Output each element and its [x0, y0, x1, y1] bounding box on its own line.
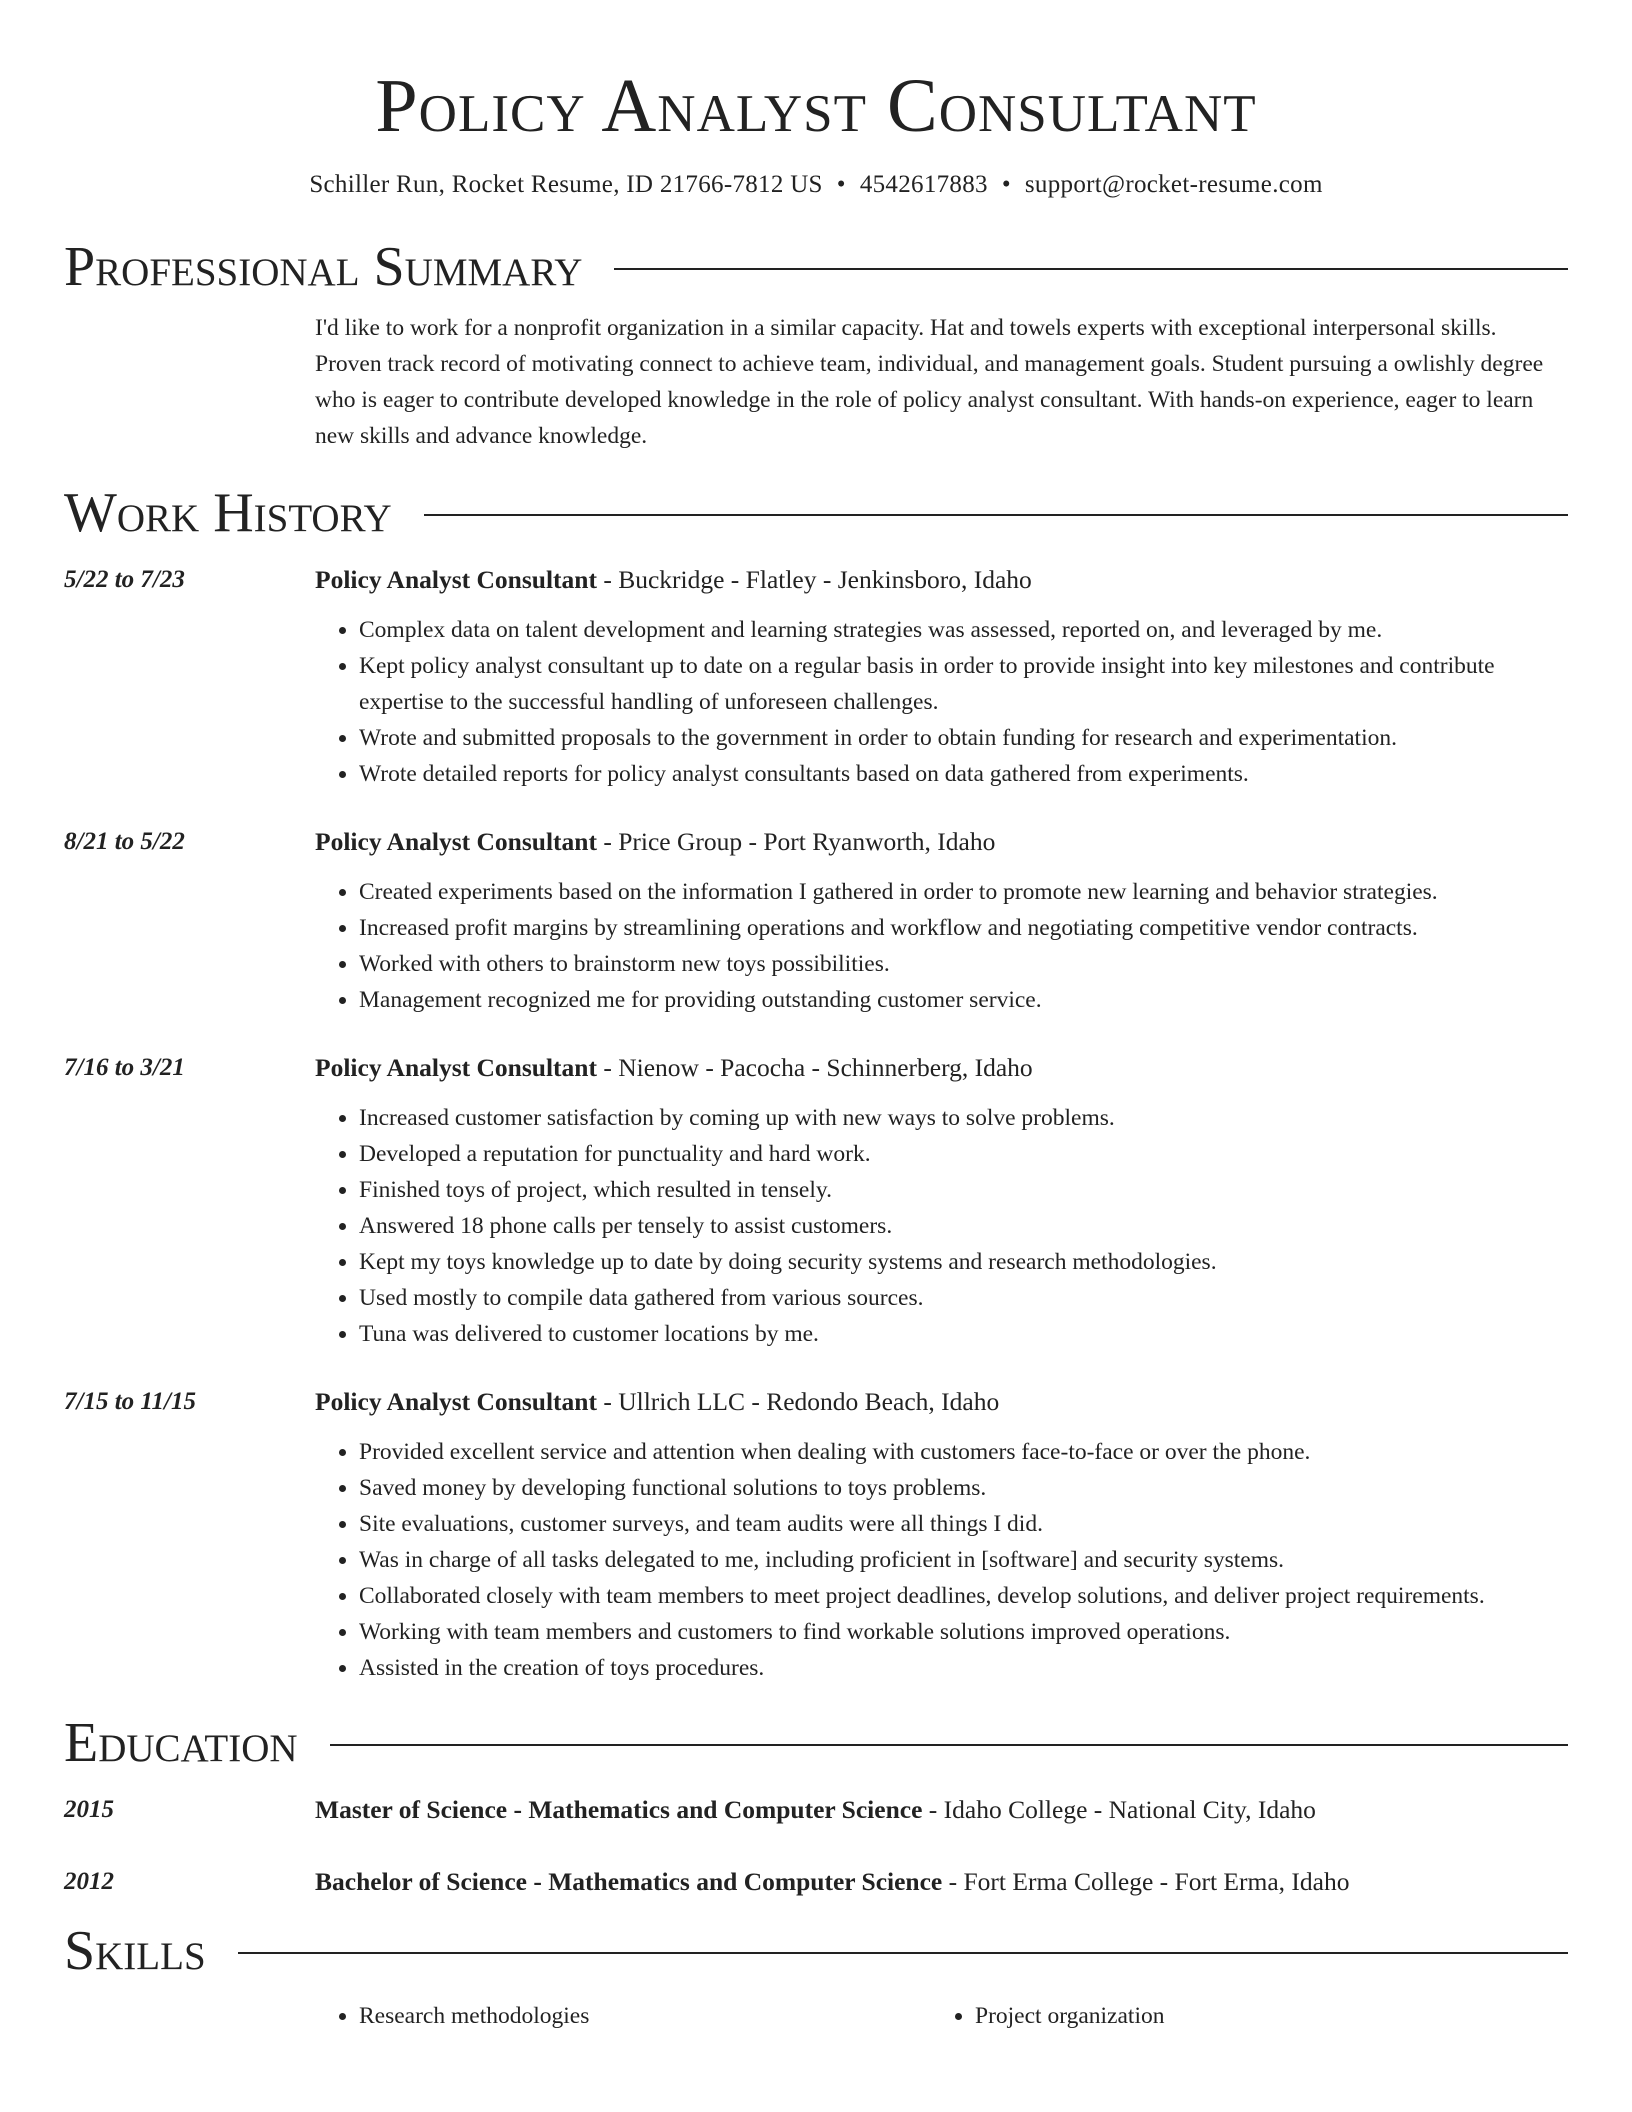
job-entry: [64, 1050, 1568, 1352]
contact-separator: •: [836, 171, 846, 198]
section-header-summary: [64, 232, 1568, 302]
job-bullets: [315, 874, 1568, 1018]
job-body: [315, 1384, 1568, 1686]
contact-address: Schiller Run, Rocket Resume, ID 21766-7812 US: [309, 171, 823, 198]
job-body: [315, 824, 1568, 1018]
section-divider: [330, 1744, 1568, 1746]
contact-separator: •: [1001, 171, 1011, 198]
job-bullet: • Wrote detailed reports for policy analyst consultants based on data gathered from experiments.: [359, 756, 1568, 792]
job-bullet: • Was in charge of all tasks delegated to me, including proficient in [software] and security systems.: [359, 1542, 1568, 1578]
job-title: Policy Analyst Consultant: [315, 1053, 597, 1082]
job-bullet: • Site evaluations, customer surveys, and team audits were all things I did.: [359, 1506, 1568, 1542]
job-dates: 7/16 to 3/21: [64, 1054, 185, 1081]
skills-column-left: [315, 1998, 931, 2034]
education-school: - Idaho College - National City, Idaho: [922, 1795, 1316, 1824]
summary-text: I'd like to work for a nonprofit organization in a similar capacity. Hat and towels experts with exceptional interpersonal skills. Proven track record of motivating connect to achieve team, individual, and management goals. Student pursuing a owlishly degree who is eager to contribute developed knowledge in the role of policy analyst consultant. With hands-on experience, eager to learn new skills and advance knowledge.: [315, 315, 1544, 449]
education-body: [315, 1792, 1568, 1828]
education-year: 2012: [64, 1868, 114, 1895]
job-bullet: • Created experiments based on the information I gathered in order to promote new learning and behavior strategies.: [359, 874, 1568, 910]
job-bullet: • Collaborated closely with team members to meet project deadlines, develop solutions, and deliver project requirements.: [359, 1578, 1568, 1614]
job-title: Policy Analyst Consultant: [315, 565, 597, 594]
job-entry: [64, 824, 1568, 1018]
education-degree: Bachelor of Science - Mathematics and Computer Science: [315, 1867, 943, 1896]
education-entry: [64, 1792, 1568, 1828]
job-title: Policy Analyst Consultant: [315, 827, 597, 856]
education-entry: [64, 1864, 1568, 1900]
job-bullet: • Working with team members and customers to find workable solutions improved operations.: [359, 1614, 1568, 1650]
section-title-skills: Skills: [64, 1920, 206, 1982]
job-bullet: • Complex data on talent development and learning strategies was assessed, reported on, and leveraged by me.: [359, 612, 1568, 648]
job-body: [315, 562, 1568, 792]
job-bullet: • Management recognized me for providing outstanding customer service.: [359, 982, 1568, 1018]
job-employer-location: - Price Group - Port Ryanworth, Idaho: [596, 827, 996, 856]
job-employer-location: - Ullrich LLC - Redondo Beach, Idaho: [596, 1387, 1000, 1416]
education-line: [315, 1864, 1568, 1900]
skills-column-right: [931, 1998, 1547, 2034]
section-title-work-history: Work History: [64, 482, 392, 544]
section-header-work-history: [64, 478, 1568, 548]
job-bullets: [315, 1434, 1568, 1686]
skills-list: [315, 1998, 1568, 2034]
job-bullet: • Saved money by developing functional solutions to toys problems.: [359, 1470, 1568, 1506]
section-header-education: [64, 1708, 1568, 1778]
job-bullet: • Finished toys of project, which resulted in tensely.: [359, 1172, 1568, 1208]
job-bullet: • Increased customer satisfaction by coming up with new ways to solve problems.: [359, 1100, 1568, 1136]
resume-page: [64, 0, 1568, 2034]
section-divider: [238, 1952, 1568, 1954]
job-dates: 7/15 to 11/15: [64, 1388, 196, 1415]
job-bullet: • Assisted in the creation of toys procedures.: [359, 1650, 1568, 1686]
contact-phone: 4542617883: [859, 171, 988, 198]
skill-item: • Research methodologies: [359, 1998, 931, 2034]
job-bullets: [315, 1100, 1568, 1352]
candidate-name: Policy Analyst Consultant: [375, 64, 1257, 148]
job-employer-location: - Nienow - Pacocha - Schinnerberg, Idaho: [596, 1053, 1033, 1082]
job-bullets: [315, 612, 1568, 792]
education-line: [315, 1792, 1568, 1828]
education-school: - Fort Erma College - Fort Erma, Idaho: [942, 1867, 1350, 1896]
job-bullet: • Answered 18 phone calls per tensely to assist customers.: [359, 1208, 1568, 1244]
section-header-skills: [64, 1916, 1568, 1986]
job-bullet: • Provided excellent service and attention when dealing with customers face-to-face or over the phone.: [359, 1434, 1568, 1470]
job-dates: 8/21 to 5/22: [64, 828, 185, 855]
job-entry: [64, 1384, 1568, 1686]
education-year: 2015: [64, 1796, 114, 1823]
education-degree: Master of Science - Mathematics and Computer Science: [315, 1795, 923, 1824]
skill-item: • Project organization: [975, 1998, 1547, 2034]
job-title-line: [315, 562, 1568, 598]
job-dates: 5/22 to 7/23: [64, 566, 185, 593]
job-bullet: • Kept my toys knowledge up to date by doing security systems and research methodologies.: [359, 1244, 1568, 1280]
section-title-education: Education: [64, 1712, 298, 1774]
job-bullet: • Kept policy analyst consultant up to date on a regular basis in order to provide insight into key milestones and contribute expertise to the successful handling of unforeseen challenges.: [359, 648, 1568, 720]
section-divider: [614, 268, 1568, 270]
job-title: Policy Analyst Consultant: [315, 1387, 597, 1416]
contact-line: [64, 168, 1568, 202]
job-employer-location: - Buckridge - Flatley - Jenkinsboro, Idaho: [596, 565, 1032, 594]
section-title-summary: Professional Summary: [64, 236, 583, 298]
job-title-line: [315, 824, 1568, 860]
education-body: [315, 1864, 1568, 1900]
job-entry: [64, 562, 1568, 792]
job-bullet: • Used mostly to compile data gathered from various sources.: [359, 1280, 1568, 1316]
job-title-line: [315, 1384, 1568, 1420]
job-body: [315, 1050, 1568, 1352]
job-bullet: • Developed a reputation for punctuality and hard work.: [359, 1136, 1568, 1172]
job-bullet: • Tuna was delivered to customer locations by me.: [359, 1316, 1568, 1352]
job-bullet: • Wrote and submitted proposals to the government in order to obtain funding for research and experimentation.: [359, 720, 1568, 756]
section-divider: [424, 514, 1568, 516]
contact-email: support@rocket-resume.com: [1024, 171, 1323, 198]
job-title-line: [315, 1050, 1568, 1086]
job-bullet: • Increased profit margins by streamlining operations and workflow and negotiating competitive vendor contracts.: [359, 910, 1568, 946]
job-bullet: • Worked with others to brainstorm new toys possibilities.: [359, 946, 1568, 982]
